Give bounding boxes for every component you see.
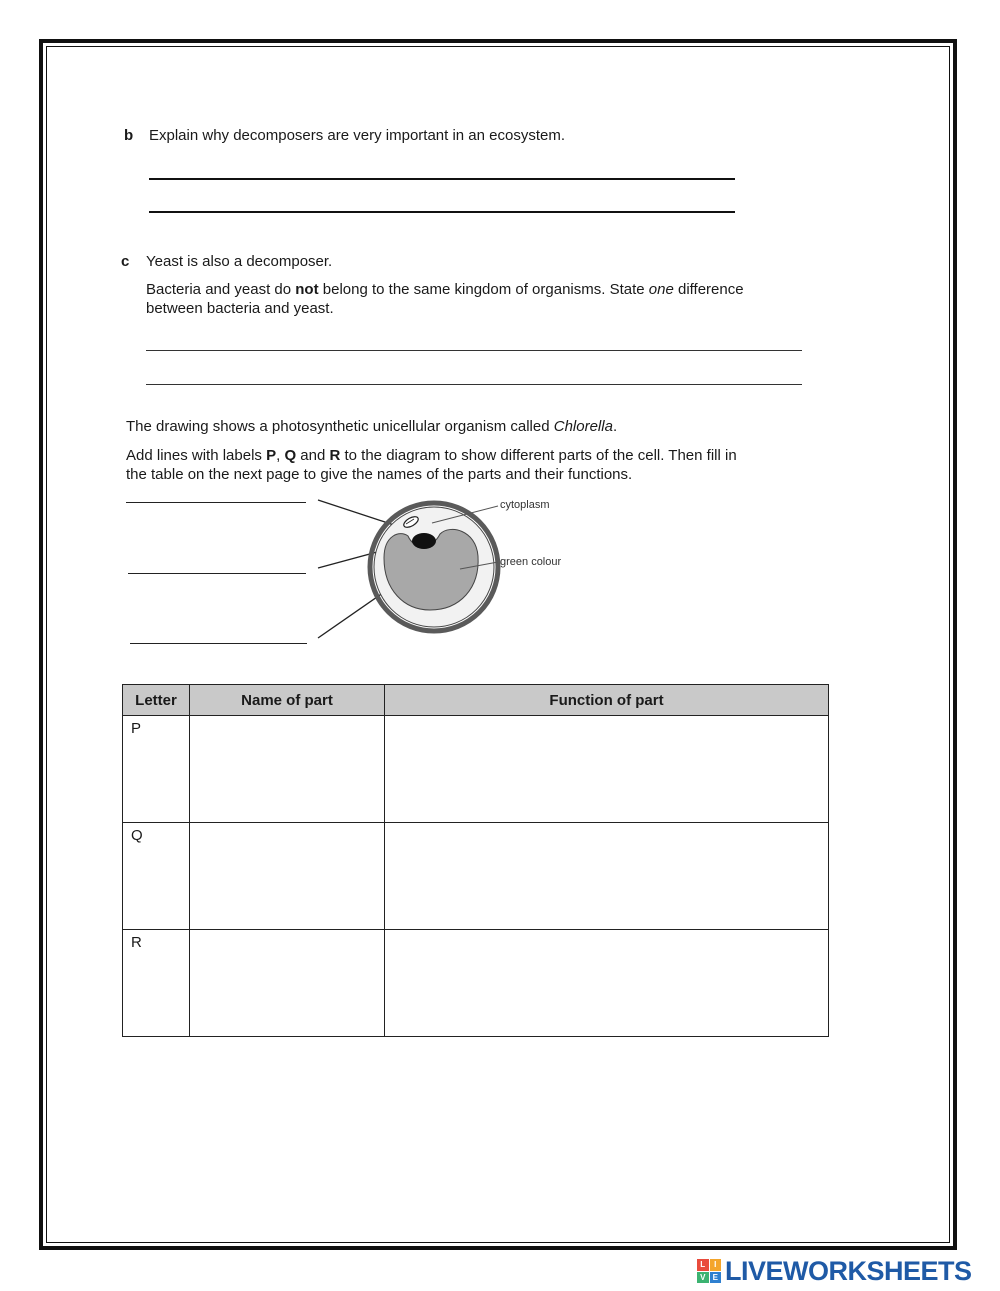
- chlorella-instruction-line2: the table on the next page to give the names of the parts and their functions.: [126, 466, 633, 483]
- table-row: [123, 823, 829, 930]
- chlorella-cell-diagram: [300, 490, 600, 660]
- header-function-of-part: Function of part: [385, 685, 829, 716]
- answer-line-c1[interactable]: [146, 350, 802, 351]
- function-input-p[interactable]: [385, 716, 829, 823]
- chlorella-intro: The drawing shows a photosynthetic unicellular organism called Chlorella.: [126, 418, 618, 435]
- name-input-p[interactable]: [190, 716, 385, 823]
- header-name-of-part: Name of part: [190, 685, 385, 716]
- table-header-row: [123, 685, 829, 716]
- question-c-line2: Bacteria and yeast do not belong to the same kingdom of organisms. State one difference: [146, 281, 744, 298]
- cytoplasm-label: cytoplasm: [500, 499, 550, 511]
- label-answer-line-3[interactable]: [130, 643, 307, 644]
- liveworksheets-logo-icon: [697, 1259, 721, 1283]
- logo-letter: V: [697, 1272, 709, 1284]
- header-letter: Letter: [123, 685, 190, 716]
- row-letter-r: R: [123, 930, 190, 1037]
- name-input-r[interactable]: [190, 930, 385, 1037]
- answer-line-c2[interactable]: [146, 384, 802, 385]
- question-c-letter: c: [121, 253, 130, 270]
- logo-letter: E: [710, 1272, 722, 1284]
- answer-line-b1[interactable]: [149, 178, 735, 180]
- nucleus: [412, 533, 436, 549]
- green-colour-label: green colour: [500, 556, 562, 568]
- question-b-letter: b: [124, 127, 134, 144]
- question-b-text: Explain why decomposers are very important in an ecosystem.: [149, 127, 566, 144]
- question-c-line3: between bacteria and yeast.: [146, 300, 334, 317]
- logo-letter: L: [697, 1259, 709, 1271]
- brand-name: LIVEWORKSHEETS: [725, 1255, 972, 1286]
- function-input-q[interactable]: [385, 823, 829, 930]
- answer-line-b2[interactable]: [149, 211, 735, 213]
- table-row: [123, 716, 829, 823]
- parts-table: [122, 684, 829, 1037]
- row-letter-q: Q: [123, 823, 190, 930]
- question-c-line1: Yeast is also a decomposer.: [146, 253, 333, 270]
- pointer-line-1: [318, 500, 394, 525]
- label-answer-line-2[interactable]: [128, 573, 306, 574]
- label-answer-line-1[interactable]: [126, 502, 306, 503]
- row-letter-p: P: [123, 716, 190, 823]
- liveworksheets-brand[interactable]: [697, 1254, 972, 1288]
- name-input-q[interactable]: [190, 823, 385, 930]
- table-row: [123, 930, 829, 1037]
- function-input-r[interactable]: [385, 930, 829, 1037]
- chlorella-instruction-line1: Add lines with labels P, Q and R to the diagram to show different parts of the cell. Then fill in: [126, 447, 737, 464]
- logo-letter: I: [710, 1259, 722, 1271]
